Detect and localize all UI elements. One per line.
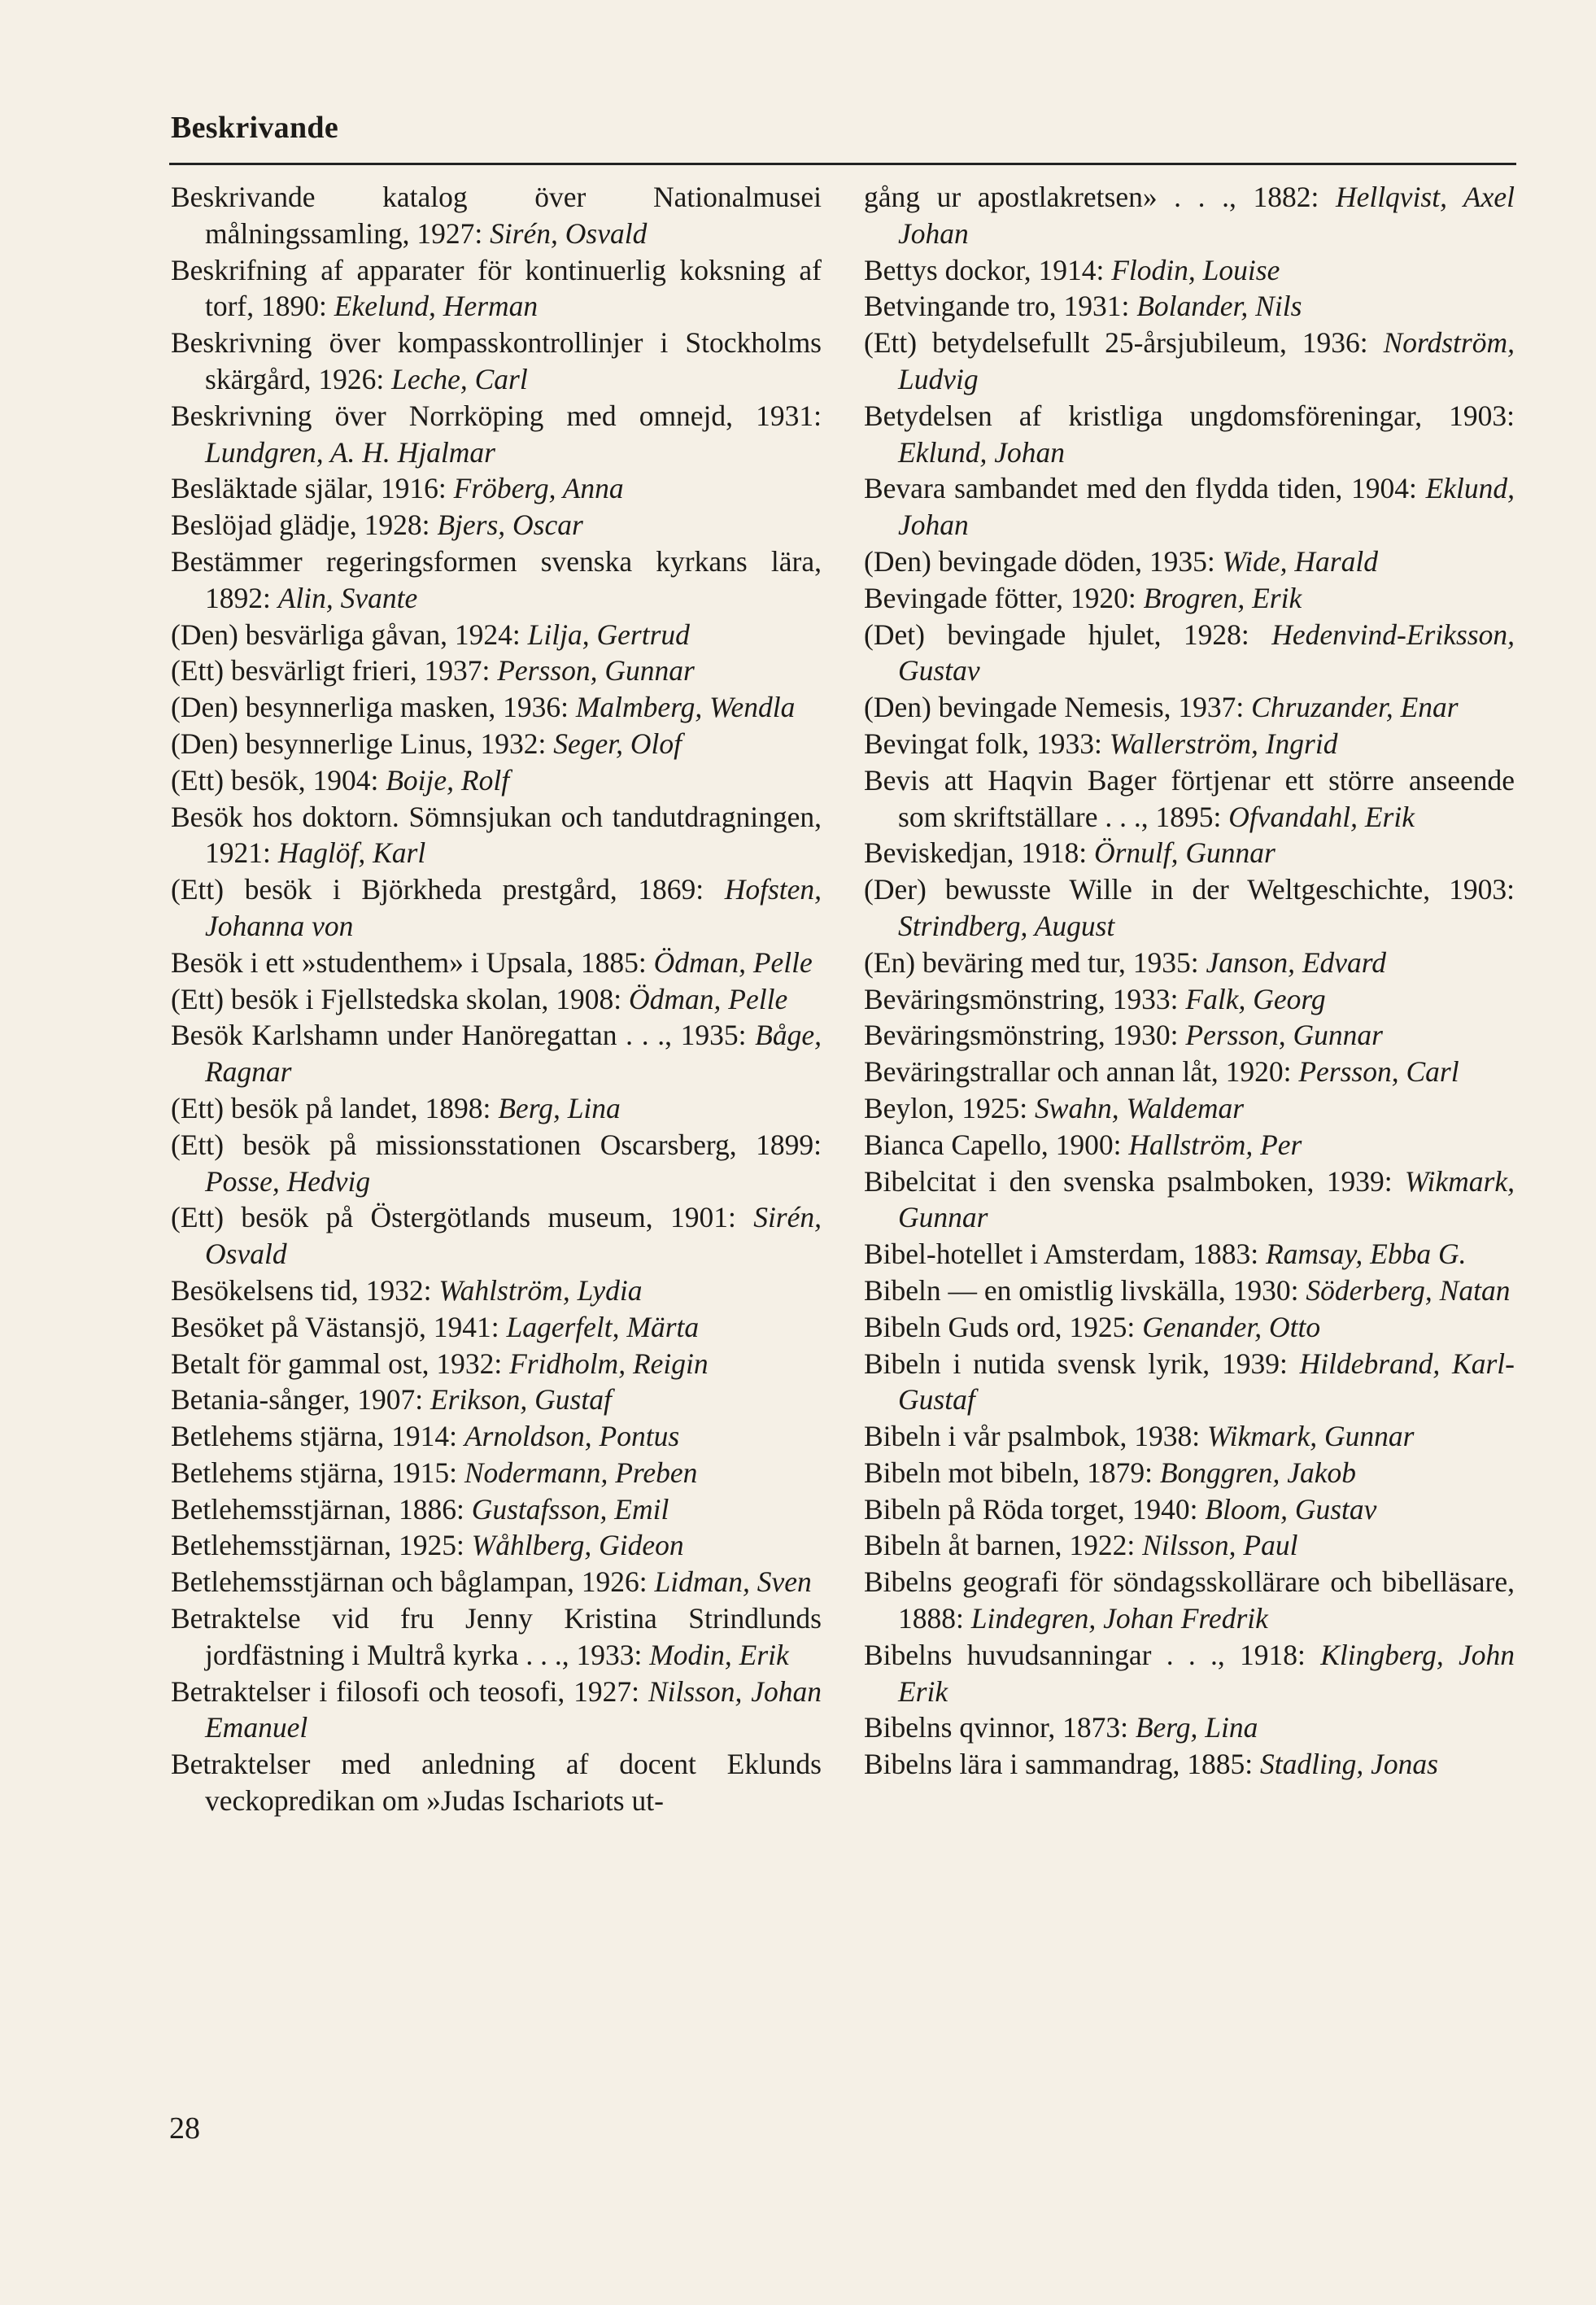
entry-title: Besök Karlshamn under Hanöregattan . . ., 1935: [171, 1019, 756, 1052]
entry-author: Falk, Georg [1185, 982, 1326, 1015]
catalog-entry [864, 1418, 1515, 1455]
catalog-entry [864, 871, 1515, 945]
entry-title: (Ett) besök i Fjellstedska skolan, 1908: [171, 982, 630, 1015]
entry-title: Bibelns lära i sammandrag, 1885: [864, 1748, 1261, 1781]
catalog-entry [171, 398, 822, 471]
entry-title: Beslöjad glädje, 1928: [171, 509, 438, 542]
entry-author: Brogren, Erik [1143, 581, 1302, 614]
catalog-entry [171, 470, 822, 507]
entry-title: Betlehemsstjärnan och båglampan, 1926: [171, 1565, 655, 1599]
entry-title: Besök i ett »studenthem» i Upsala, 1885: [171, 945, 654, 979]
entry-author: Bolander, Nils [1136, 290, 1302, 323]
entry-title: Bibeln i vår psalmbok, 1938: [864, 1420, 1208, 1453]
entry-author: Hofsten, Johanna von [205, 873, 822, 942]
entry-title: gång ur apostlakretsen» . . ., 1882: [864, 181, 1336, 213]
entry-title: (Ett) besvärligt frieri, 1937: [171, 654, 498, 688]
catalog-entry [171, 726, 822, 762]
catalog-entry [171, 1127, 822, 1200]
catalog-entry [864, 1090, 1515, 1127]
catalog-entry [864, 1527, 1515, 1564]
entry-title: Beskrivning över kompasskontrollinjer i Stockholms skärgård, 1926: [171, 326, 822, 395]
entry-title: Beskrivning över Norrköping med omnejd, 1931: [171, 399, 822, 432]
entry-author: Nordström, Ludvig [898, 326, 1515, 395]
entry-title: Bibeln åt barnen, 1922: [864, 1529, 1143, 1562]
entry-title: Besök hos doktorn. Sömnsjukan och tandutdragningen, 1921: [171, 800, 822, 870]
catalog-entry [864, 726, 1515, 762]
entry-title: Bevingade fötter, 1920: [864, 581, 1144, 614]
entry-author: Örnulf, Gunnar [1093, 836, 1275, 870]
catalog-entry [171, 1382, 822, 1418]
catalog-entry [864, 981, 1515, 1018]
entry-title: Betydelsen af kristliga ungdomsföreningar, 1903: [864, 399, 1515, 432]
entry-title: Beväringstrallar och annan låt, 1920: [864, 1055, 1299, 1089]
entry-author: Ekelund, Herman [334, 290, 539, 323]
right-column [864, 179, 1515, 1783]
catalog-entry [864, 252, 1515, 289]
entry-title: Beskrivande katalog över Nationalmusei målningssamling, 1927: [171, 181, 822, 250]
catalog-entry [864, 1017, 1515, 1054]
catalog-entry [171, 762, 822, 799]
catalog-entry [171, 1273, 822, 1309]
entry-author: Erikson, Gustaf [430, 1383, 612, 1417]
catalog-entry [864, 1273, 1515, 1309]
entry-title: (Ett) besök på missionsstationen Oscarsberg, 1899: [171, 1128, 822, 1161]
entry-title: Bibelns huvudsanningar . . ., 1918: [864, 1638, 1321, 1671]
entry-title: Besläktade själar, 1916: [171, 472, 454, 505]
catalog-entry [171, 617, 822, 653]
entry-title: Beviskedjan, 1918: [864, 836, 1094, 870]
catalog-entry [171, 179, 822, 252]
catalog-entry [171, 799, 822, 872]
entry-author: Persson, Gunnar [497, 654, 695, 688]
entry-author: Söderberg, Natan [1306, 1273, 1511, 1307]
catalog-entry [171, 981, 822, 1018]
entry-title: Bibeln — en omistlig livskälla, 1930: [864, 1273, 1306, 1307]
entry-title: (Den) bevingade döden, 1935: [864, 544, 1223, 578]
entry-author: Nilsson, Johan Emanuel [205, 1674, 822, 1744]
catalog-entry [171, 325, 822, 398]
entry-title: Beylon, 1925: [864, 1091, 1036, 1124]
catalog-entry [171, 1418, 822, 1455]
entry-author: Sirén, Osvald [205, 1201, 822, 1271]
entry-author: Haglöf, Karl [277, 836, 426, 870]
catalog-entry [171, 1090, 822, 1127]
entry-title: (Ett) betydelsefullt 25-årsjubileum, 1936: [864, 326, 1384, 360]
entry-author: Lagerfelt, Märta [506, 1310, 700, 1343]
entry-author: Ödman, Pelle [653, 945, 813, 979]
entry-title: (Den) besvärliga gåvan, 1924: [171, 618, 528, 651]
catalog-entry [864, 288, 1515, 325]
entry-author: Sirén, Osvald [490, 216, 648, 250]
catalog-entry [864, 325, 1515, 398]
entry-author: Hallström, Per [1128, 1128, 1302, 1161]
entry-author: Lindegren, Johan Fredrik [970, 1602, 1268, 1635]
entry-title: (Ett) besök på Östergötlands museum, 1901: [171, 1201, 754, 1234]
entry-author: Fröberg, Anna [453, 472, 624, 505]
entry-author: Modin, Erik [649, 1638, 789, 1671]
catalog-entry [171, 1017, 822, 1090]
catalog-entry [864, 1746, 1515, 1783]
catalog-entry [864, 617, 1515, 690]
catalog-entry [171, 1455, 822, 1491]
entry-author: Stadling, Jonas [1260, 1748, 1438, 1781]
entry-title: Bevara sambandet med den flydda tiden, 1904: [864, 472, 1426, 505]
entry-title: Bibel-hotellet i Amsterdam, 1883: [864, 1238, 1266, 1271]
entry-author: Genander, Otto [1142, 1310, 1321, 1343]
catalog-entry [864, 1163, 1515, 1237]
entry-author: Janson, Edvard [1206, 945, 1387, 979]
catalog-entry [864, 835, 1515, 871]
entry-author: Wåhlberg, Gideon [471, 1529, 684, 1562]
entry-author: Ramsay, Ebba G. [1265, 1238, 1467, 1271]
entry-author: Wikmark, Gunnar [1207, 1420, 1415, 1453]
entry-title: (En) beväring med tur, 1935: [864, 945, 1206, 979]
entry-title: Bibeln i nutida svensk lyrik, 1939: [864, 1347, 1300, 1380]
entry-title: Besökelsens tid, 1932: [171, 1273, 439, 1307]
catalog-entry [864, 1127, 1515, 1163]
entry-author: Bloom, Gustav [1205, 1492, 1377, 1526]
entry-title: Betraktelser i filosofi och teosofi, 1927: [171, 1674, 648, 1708]
catalog-entry [864, 580, 1515, 617]
catalog-entry [864, 398, 1515, 471]
entry-author: Wallerström, Ingrid [1109, 727, 1338, 760]
catalog-entry [171, 1309, 822, 1346]
running-head: Beskrivande [171, 111, 338, 145]
entry-title: Betlehems stjärna, 1914: [171, 1420, 464, 1453]
catalog-entry [171, 689, 822, 726]
entry-author: Seger, Olof [553, 727, 682, 760]
entry-title: (Der) bewusste Wille in der Weltgeschichte, 1903: [864, 873, 1515, 906]
entry-title: Betlehemsstjärnan, 1886: [171, 1492, 472, 1526]
entry-author: Hedenvind-Eriksson, Gustav [898, 618, 1515, 688]
entry-author: Hellqvist, Axel Johan [898, 181, 1515, 250]
catalog-entry [864, 1637, 1515, 1710]
catalog-entry [171, 1491, 822, 1528]
catalog-entry [171, 1600, 822, 1674]
catalog-entry [171, 653, 822, 689]
entry-author: Boije, Rolf [386, 763, 510, 797]
entry-title: (Den) bevingade Nemesis, 1937: [864, 691, 1252, 724]
entry-title: (Den) besynnerliga masken, 1936: [171, 691, 576, 724]
catalog-entry [864, 1236, 1515, 1273]
catalog-entry [171, 1746, 822, 1819]
entry-author: Eklund, Johan [898, 472, 1515, 542]
entry-author: Lundgren, A. H. Hjalmar [205, 435, 495, 469]
entry-author: Strindberg, August [898, 909, 1115, 942]
catalog-entry [864, 1709, 1515, 1746]
entry-title: Bianca Capello, 1900: [864, 1128, 1129, 1161]
entry-author: Gustafsson, Emil [471, 1492, 669, 1526]
catalog-entry [864, 1455, 1515, 1491]
entry-title: Bibelcitat i den svenska psalmboken, 1939: [864, 1164, 1405, 1198]
entry-title: Bibeln på Röda torget, 1940: [864, 1492, 1206, 1526]
entry-author: Wahlström, Lydia [438, 1273, 643, 1307]
entry-author: Persson, Carl [1298, 1055, 1459, 1089]
entry-title: Betania-sånger, 1907: [171, 1383, 430, 1417]
catalog-entry [171, 252, 822, 325]
catalog-entry [864, 1309, 1515, 1346]
entry-title: Beväringsmönstring, 1930: [864, 1019, 1186, 1052]
catalog-entry [171, 1674, 822, 1747]
catalog-entry [864, 179, 1515, 252]
catalog-entry [171, 507, 822, 544]
entry-author: Hildebrand, Karl-Gustaf [898, 1347, 1515, 1417]
catalog-entry [171, 1564, 822, 1600]
entry-title: Bibelns qvinnor, 1873: [864, 1711, 1136, 1744]
page-number: 28 [169, 2111, 200, 2146]
catalog-entry [864, 762, 1515, 836]
catalog-entry [864, 544, 1515, 580]
catalog-entry [864, 1564, 1515, 1637]
entry-author: Berg, Lina [1135, 1711, 1258, 1744]
entry-author: Posse, Hedvig [205, 1164, 371, 1198]
entry-title: Bevingat folk, 1933: [864, 727, 1110, 760]
catalog-entry [864, 1054, 1515, 1090]
entry-title: Beväringsmönstring, 1933: [864, 982, 1186, 1015]
entry-title: Bibeln mot bibeln, 1879: [864, 1456, 1160, 1489]
entry-title: Besöket på Västansjö, 1941: [171, 1310, 507, 1343]
header-rule [169, 163, 1516, 165]
entry-author: Berg, Lina [498, 1091, 621, 1124]
entry-author: Lilja, Gertrud [527, 618, 690, 651]
entry-title: Betlehems stjärna, 1915: [171, 1456, 464, 1489]
catalog-entry [171, 1346, 822, 1382]
entry-author: Arnoldson, Pontus [464, 1420, 680, 1453]
catalog-entry [171, 871, 822, 945]
catalog-entry [171, 1527, 822, 1564]
entry-author: Wikmark, Gunnar [898, 1164, 1515, 1234]
entry-author: Persson, Gunnar [1185, 1019, 1383, 1052]
entry-title: Bettys dockor, 1914: [864, 253, 1112, 286]
entry-author: Nilsson, Paul [1142, 1529, 1298, 1562]
entry-author: Klingberg, John Erik [898, 1638, 1515, 1708]
entry-author: Wide, Harald [1222, 544, 1378, 578]
catalog-entry [864, 470, 1515, 544]
entry-author: Båge, Ragnar [205, 1019, 822, 1089]
entry-title: Betraktelser med anledning af docent Eklunds veckopredikan om »Judas Ischariots ut- [171, 1748, 822, 1818]
entry-title: (Det) bevingade hjulet, 1928: [864, 618, 1272, 651]
entry-author: Leche, Carl [391, 362, 528, 395]
entry-title: Betlehemsstjärnan, 1925: [171, 1529, 472, 1562]
entry-title: Betalt för gammal ost, 1932: [171, 1347, 510, 1380]
entry-author: Chruzander, Enar [1251, 691, 1459, 724]
entry-title: Bevis att Haqvin Bager förtjenar ett större anseende som skriftställare . . ., 1895: [864, 763, 1515, 833]
entry-author: Nodermann, Preben [464, 1456, 698, 1489]
entry-author: Fridholm, Reigin [509, 1347, 709, 1380]
catalog-entry [171, 544, 822, 617]
catalog-entry [864, 1491, 1515, 1528]
entry-title: (Den) besynnerlige Linus, 1932: [171, 727, 554, 760]
entry-author: Lidman, Sven [654, 1565, 812, 1599]
entry-title: Bibelns geografi för söndagsskollärare och bibelläsare, 1888: [864, 1565, 1515, 1635]
catalog-entry [864, 1346, 1515, 1419]
entry-title: Bibeln Guds ord, 1925: [864, 1310, 1143, 1343]
entry-author: Malmberg, Wendla [575, 691, 796, 724]
entry-title: (Ett) besök i Björkheda prestgård, 1869: [171, 873, 725, 906]
entry-author: Bonggren, Jakob [1159, 1456, 1357, 1489]
entry-author: Eklund, Johan [898, 435, 1066, 469]
entry-title: Betvingande tro, 1931: [864, 290, 1137, 323]
entry-author: Ödman, Pelle [629, 982, 788, 1015]
entry-author: Flodin, Louise [1111, 253, 1280, 286]
entry-author: Alin, Svante [277, 581, 418, 614]
entry-author: Bjers, Oscar [437, 509, 583, 542]
entry-title: (Ett) besök, 1904: [171, 763, 386, 797]
catalog-entry [864, 945, 1515, 981]
entry-title: Betraktelse vid fru Jenny Kristina Strindlunds jordfästning i Multrå kyrka . . ., 1933: [171, 1602, 822, 1671]
catalog-entry [864, 689, 1515, 726]
catalog-entry [171, 1199, 822, 1273]
entry-title: Bestämmer regeringsformen svenska kyrkans lära, 1892: [171, 544, 822, 614]
catalog-entry [171, 945, 822, 981]
left-column [171, 179, 822, 1819]
entry-author: Ofvandahl, Erik [1228, 800, 1415, 833]
entry-title: (Ett) besök på landet, 1898: [171, 1091, 499, 1124]
entry-author: Swahn, Waldemar [1035, 1091, 1245, 1124]
entry-title: Beskrifning af apparater för kontinuerlig koksning af torf, 1890: [171, 253, 822, 323]
